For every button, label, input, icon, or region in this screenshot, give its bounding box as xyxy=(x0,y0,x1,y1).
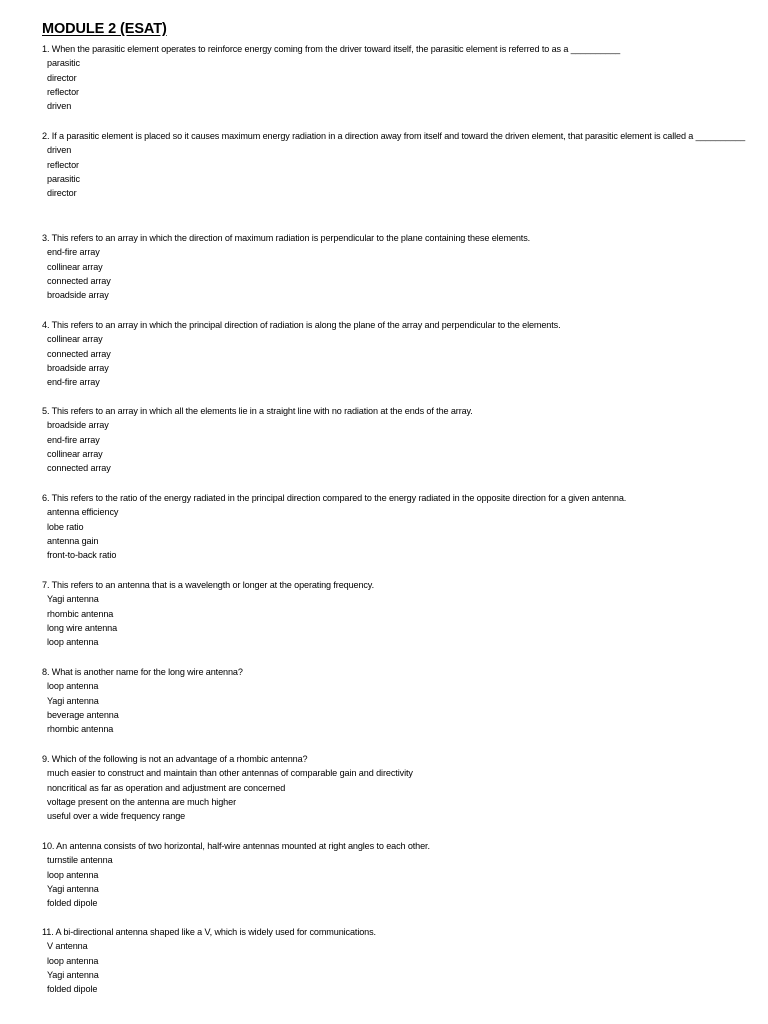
question-10 xyxy=(42,839,754,910)
choice-list xyxy=(42,56,754,113)
choice-option: connected array xyxy=(47,348,111,359)
question-9 xyxy=(42,752,754,823)
question-text: 2. If a parasitic element is placed so it causes maximum energy radiation in a direction away from itself and toward the driven element, that parasitic element is called a __________ xyxy=(42,131,746,141)
choice-option: Yagi antenna xyxy=(47,594,99,605)
choice-option: folded dipole xyxy=(47,984,98,995)
question-2 xyxy=(42,129,754,200)
question-5 xyxy=(42,404,754,475)
question-text: 11. A bi-directional antenna shaped like a V, which is widely used for communications. xyxy=(42,927,376,937)
choice-option: reflector xyxy=(47,159,79,170)
choice-option: V antenna xyxy=(47,941,88,952)
choice-list xyxy=(42,332,754,389)
choice-option: collinear array xyxy=(47,334,103,345)
question-3 xyxy=(42,231,754,302)
question-text: 9. Which of the following is not an advantage of a rhombic antenna? xyxy=(42,754,308,764)
question-text: 4. This refers to an array in which the principal direction of radiation is along the plane of the array and perpendicular to the elements. xyxy=(42,320,561,330)
choice-option: driven xyxy=(47,145,72,156)
question-text: 8. What is another name for the long wire antenna? xyxy=(42,667,243,677)
choice-option: antenna gain xyxy=(47,535,99,546)
question-text: 5. This refers to an array in which all the elements lie in a straight line with no radiation at the ends of the array. xyxy=(42,406,473,416)
choice-option: director xyxy=(47,72,77,83)
document-title: MODULE 2 (ESAT) xyxy=(42,21,167,37)
choice-option: end-fire array xyxy=(47,434,100,445)
question-4 xyxy=(42,318,754,389)
choice-option: useful over a wide frequency range xyxy=(47,811,186,822)
question-7 xyxy=(42,578,754,649)
question-1 xyxy=(42,42,754,113)
choice-option: Yagi antenna xyxy=(47,969,99,980)
choice-option: collinear array xyxy=(47,261,103,272)
question-text: 3. This refers to an array in which the direction of maximum radiation is perpendicular to the plane containing these elements. xyxy=(42,233,531,243)
choice-option: loop antenna xyxy=(47,869,99,880)
choice-option: reflector xyxy=(47,86,79,97)
choice-option: Yagi antenna xyxy=(47,695,99,706)
choice-option: end-fire array xyxy=(47,247,100,258)
choice-list xyxy=(42,505,754,562)
choice-option: connected array xyxy=(47,463,111,474)
choice-option: connected array xyxy=(47,275,111,286)
choice-list xyxy=(42,245,754,302)
choice-option: folded dipole xyxy=(47,898,98,909)
choice-option: parasitic xyxy=(47,58,80,69)
choice-option: antenna efficiency xyxy=(47,507,119,518)
question-8 xyxy=(42,665,754,736)
question-text: 10. An antenna consists of two horizontal, half-wire antennas mounted at right angles to each other. xyxy=(42,841,430,851)
question-text: 6. This refers to the ratio of the energy radiated in the principal direction compared to the energy radiated in the opposite direction for a given antenna. xyxy=(42,493,627,503)
choice-option: broadside array xyxy=(47,420,109,431)
choice-list xyxy=(42,418,754,475)
choice-option: long wire antenna xyxy=(47,622,118,633)
choice-list xyxy=(42,853,754,910)
question-text: 7. This refers to an antenna that is a wavelength or longer at the operating frequency. xyxy=(42,580,374,590)
choice-list xyxy=(42,592,754,649)
choice-option: front-to-back ratio xyxy=(47,550,117,561)
choice-list xyxy=(42,766,754,823)
choice-option: lobe ratio xyxy=(47,521,84,532)
choice-option: turnstile antenna xyxy=(47,855,113,866)
choice-option: loop antenna xyxy=(47,637,99,648)
choice-option: driven xyxy=(47,101,72,112)
question-text: 1. When the parasitic element operates to reinforce energy coming from the driver toward itself, the parasitic element is referred to as a __________ xyxy=(42,44,621,54)
choice-list xyxy=(42,939,754,996)
choice-list xyxy=(42,143,754,200)
choice-option: loop antenna xyxy=(47,681,99,692)
choice-option: broadside array xyxy=(47,290,109,301)
choice-option: parasitic xyxy=(47,173,80,184)
choice-option: collinear array xyxy=(47,448,103,459)
choice-option: loop antenna xyxy=(47,955,99,966)
choice-option: end-fire array xyxy=(47,377,100,388)
choice-option: much easier to construct and maintain than other antennas of comparable gain and directivity xyxy=(47,768,413,779)
choice-option: rhombic antenna xyxy=(47,724,114,735)
question-11 xyxy=(42,925,754,996)
choice-option: rhombic antenna xyxy=(47,608,114,619)
question-6 xyxy=(42,491,754,562)
choice-option: beverage antenna xyxy=(47,709,119,720)
choice-list xyxy=(42,679,754,736)
choice-option: director xyxy=(47,188,77,199)
choice-option: broadside array xyxy=(47,362,109,373)
choice-option: voltage present on the antenna are much higher xyxy=(47,796,237,807)
choice-option: noncritical as far as operation and adjustment are concerned xyxy=(47,782,286,793)
choice-option: Yagi antenna xyxy=(47,883,99,894)
